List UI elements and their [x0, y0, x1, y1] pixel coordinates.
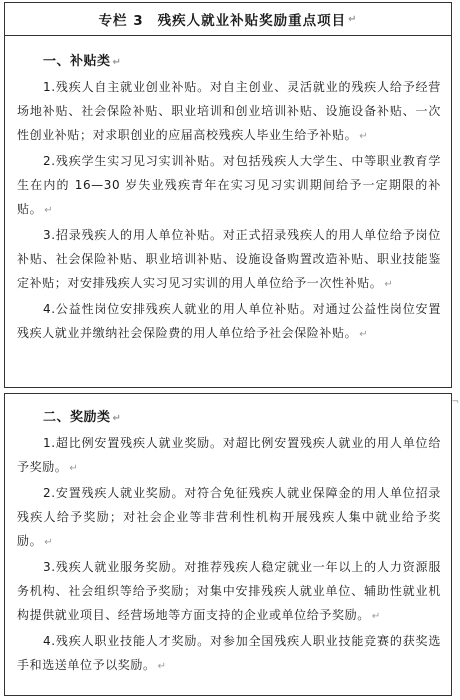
paragraph: 1.超比例安置残疾人就业奖励。对超比例安置残疾人就业的用人单位给予奖励。 ↵	[17, 436, 441, 474]
section-heading: 一、补贴类 ↵	[43, 54, 122, 69]
column-title-text: 残疾人就业补贴奖励重点项目	[157, 13, 347, 29]
paragraph-mark: ↵	[348, 13, 358, 25]
paragraph: 3.招录残疾人的用人单位补贴。对正式招录残疾人的用人单位给予岗位补贴、社会保险补贴、职业培训补贴、设施设备购置改造补贴、职业技能鉴定补贴；对安排残疾人实习见习实训的用人单位给予一次性补贴。 ↵	[17, 228, 441, 290]
paragraph: 2.安置残疾人就业奖励。对符合免征残疾人就业保障金的用人单位招录残疾人给予奖励；对社会企业等非营利性机构开展残疾人集中就业给予奖励。 ↵	[17, 486, 441, 548]
paragraph: 2.残疾学生实习见习实训补贴。对包括残疾人大学生、中等职业教育学生在内的 16—30 岁失业残疾青年在实习见习实训期间给予一定期限的补贴。 ↵	[17, 154, 441, 216]
column-box-rewards	[4, 393, 452, 696]
column-title	[5, 3, 451, 36]
margin-mark: ¬	[451, 397, 459, 407]
column-box-subsidies	[4, 2, 452, 388]
paragraph: 3.残疾人就业服务奖励。对推荐残疾人稳定就业一年以上的人力资源服务机构、社会组织等给予奖励；对集中安排残疾人就业单位、辅助性就业机构提供就业项目、经营场地等方面支持的企业或单位给予奖励。 ↵	[17, 560, 441, 622]
paragraph: 4.公益性岗位安排残疾人就业的用人单位补贴。对通过公益性岗位安置残疾人就业并缴纳社会保险费的用人单位给予社会保险补贴。 ↵	[17, 302, 441, 340]
column-label: 专栏 3	[98, 13, 144, 29]
section-heading: 二、奖励类 ↵	[43, 410, 122, 425]
paragraph: 1.残疾人自主就业创业补贴。对自主创业、灵活就业的残疾人给予经营场地补贴、社会保险补贴、职业培训和创业培训补贴、设施设备补贴、一次性创业补贴；对求职创业的应届高校残疾人毕业生给予补贴。 ↵	[17, 80, 441, 142]
section-subsidies	[5, 36, 451, 347]
section-rewards	[5, 394, 451, 679]
paragraph: 4.残疾人职业技能人才奖励。对参加全国残疾人职业技能竞赛的获奖选手和选送单位予以奖励。 ↵	[17, 634, 441, 672]
